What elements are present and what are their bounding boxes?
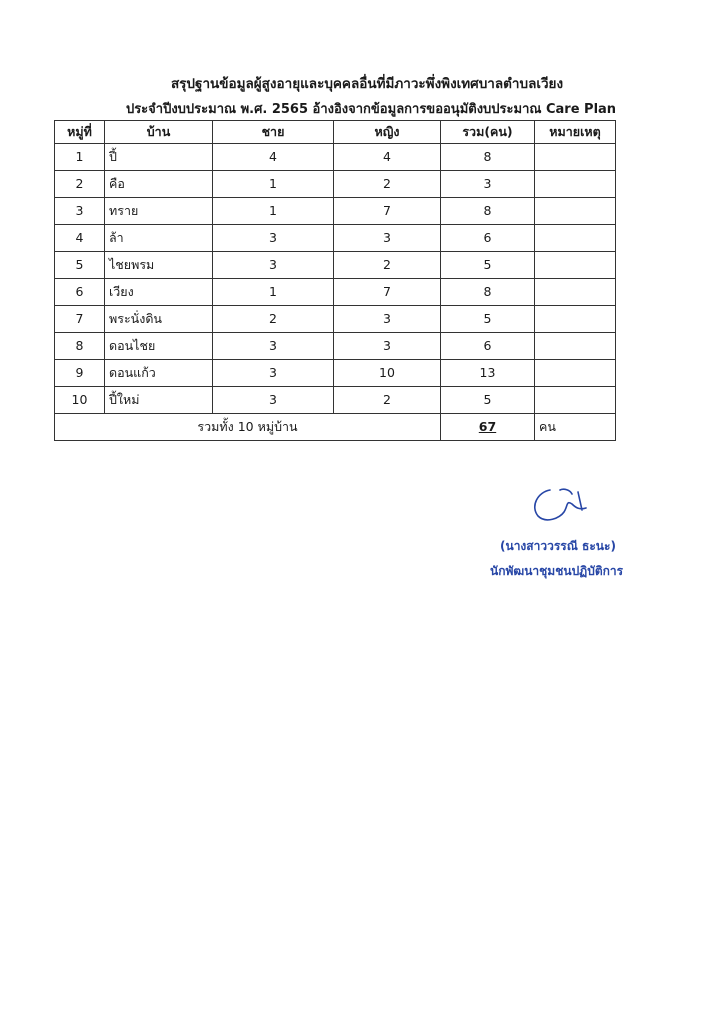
cell-total: 8 xyxy=(441,279,535,306)
cell-total: 6 xyxy=(441,333,535,360)
cell-note xyxy=(535,387,616,414)
cell-village: ไชยพรม xyxy=(105,252,213,279)
cell-total: 3 xyxy=(441,171,535,198)
cell-female: 4 xyxy=(334,144,441,171)
cell-village: ปี้ใหม่ xyxy=(105,387,213,414)
cell-moo: 8 xyxy=(55,333,105,360)
cell-note xyxy=(535,360,616,387)
table-row xyxy=(55,306,616,333)
document-title: สรุปฐานข้อมูลผู้สูงอายุและบุคคลอื่นที่มีภาวะพึ่งพิงเทศบาลตำบลเวียง xyxy=(170,76,564,92)
cell-total: 5 xyxy=(441,306,535,333)
cell-moo: 7 xyxy=(55,306,105,333)
cell-total: 13 xyxy=(441,360,535,387)
cell-female: 2 xyxy=(334,171,441,198)
cell-female: 3 xyxy=(334,333,441,360)
cell-female: 2 xyxy=(334,387,441,414)
cell-village: ดอนไชย xyxy=(105,333,213,360)
table-row xyxy=(55,171,616,198)
total-label: รวมทั้ง 10 หมู่บ้าน xyxy=(55,414,441,441)
table-body xyxy=(55,144,616,441)
cell-total: 5 xyxy=(441,387,535,414)
header-village: บ้าน xyxy=(105,121,213,144)
cell-total: 6 xyxy=(441,225,535,252)
handwritten-signature xyxy=(520,482,600,532)
total-row xyxy=(55,414,616,441)
table-row xyxy=(55,198,616,225)
cell-male: 1 xyxy=(213,171,334,198)
cell-note xyxy=(535,279,616,306)
header-total: รวม(คน) xyxy=(441,121,535,144)
cell-male: 3 xyxy=(213,360,334,387)
cell-male: 3 xyxy=(213,225,334,252)
cell-moo: 6 xyxy=(55,279,105,306)
header-male: ชาย xyxy=(213,121,334,144)
table-row xyxy=(55,333,616,360)
signatory-name: (นางสาววรรณี ธะนะ) xyxy=(500,539,616,553)
cell-moo: 3 xyxy=(55,198,105,225)
cell-note xyxy=(535,333,616,360)
header-female: หญิง xyxy=(334,121,441,144)
table-row xyxy=(55,252,616,279)
document-subtitle: ประจำปีงบประมาณ พ.ศ. 2565 อ้างอิงจากข้อมูลการขออนุมัติงบประมาณ Care Plan xyxy=(125,102,617,117)
cell-village: ดอนแก้ว xyxy=(105,360,213,387)
cell-village: คือ xyxy=(105,171,213,198)
signatory-position: นักพัฒนาชุมชนปฏิบัติการ xyxy=(490,564,624,578)
signature-block xyxy=(470,482,670,592)
cell-male: 1 xyxy=(213,279,334,306)
cell-note xyxy=(535,198,616,225)
table-row xyxy=(55,387,616,414)
total-value: 67 xyxy=(441,414,535,441)
cell-total: 8 xyxy=(441,198,535,225)
header-note: หมายเหตุ xyxy=(535,121,616,144)
table-row xyxy=(55,279,616,306)
cell-village: ทราย xyxy=(105,198,213,225)
cell-village: ล้า xyxy=(105,225,213,252)
cell-male: 3 xyxy=(213,333,334,360)
cell-note xyxy=(535,144,616,171)
cell-female: 7 xyxy=(334,279,441,306)
cell-note xyxy=(535,306,616,333)
cell-note xyxy=(535,225,616,252)
cell-female: 7 xyxy=(334,198,441,225)
cell-female: 3 xyxy=(334,225,441,252)
cell-village: พระนั่งดิน xyxy=(105,306,213,333)
cell-moo: 9 xyxy=(55,360,105,387)
table-header-row xyxy=(55,121,616,144)
table-row xyxy=(55,144,616,171)
cell-male: 3 xyxy=(213,387,334,414)
cell-female: 3 xyxy=(334,306,441,333)
cell-moo: 2 xyxy=(55,171,105,198)
cell-moo: 10 xyxy=(55,387,105,414)
cell-moo: 5 xyxy=(55,252,105,279)
cell-male: 1 xyxy=(213,198,334,225)
cell-total: 5 xyxy=(441,252,535,279)
cell-village: เวียง xyxy=(105,279,213,306)
total-unit: คน xyxy=(535,414,616,441)
cell-total: 8 xyxy=(441,144,535,171)
header-moo: หมู่ที่ xyxy=(55,121,105,144)
table-row xyxy=(55,225,616,252)
cell-female: 2 xyxy=(334,252,441,279)
cell-male: 3 xyxy=(213,252,334,279)
cell-note xyxy=(535,252,616,279)
cell-male: 2 xyxy=(213,306,334,333)
cell-male: 4 xyxy=(213,144,334,171)
cell-note xyxy=(535,171,616,198)
cell-moo: 1 xyxy=(55,144,105,171)
summary-table xyxy=(54,120,616,441)
cell-moo: 4 xyxy=(55,225,105,252)
cell-village: ปี้ xyxy=(105,144,213,171)
table-row xyxy=(55,360,616,387)
cell-female: 10 xyxy=(334,360,441,387)
